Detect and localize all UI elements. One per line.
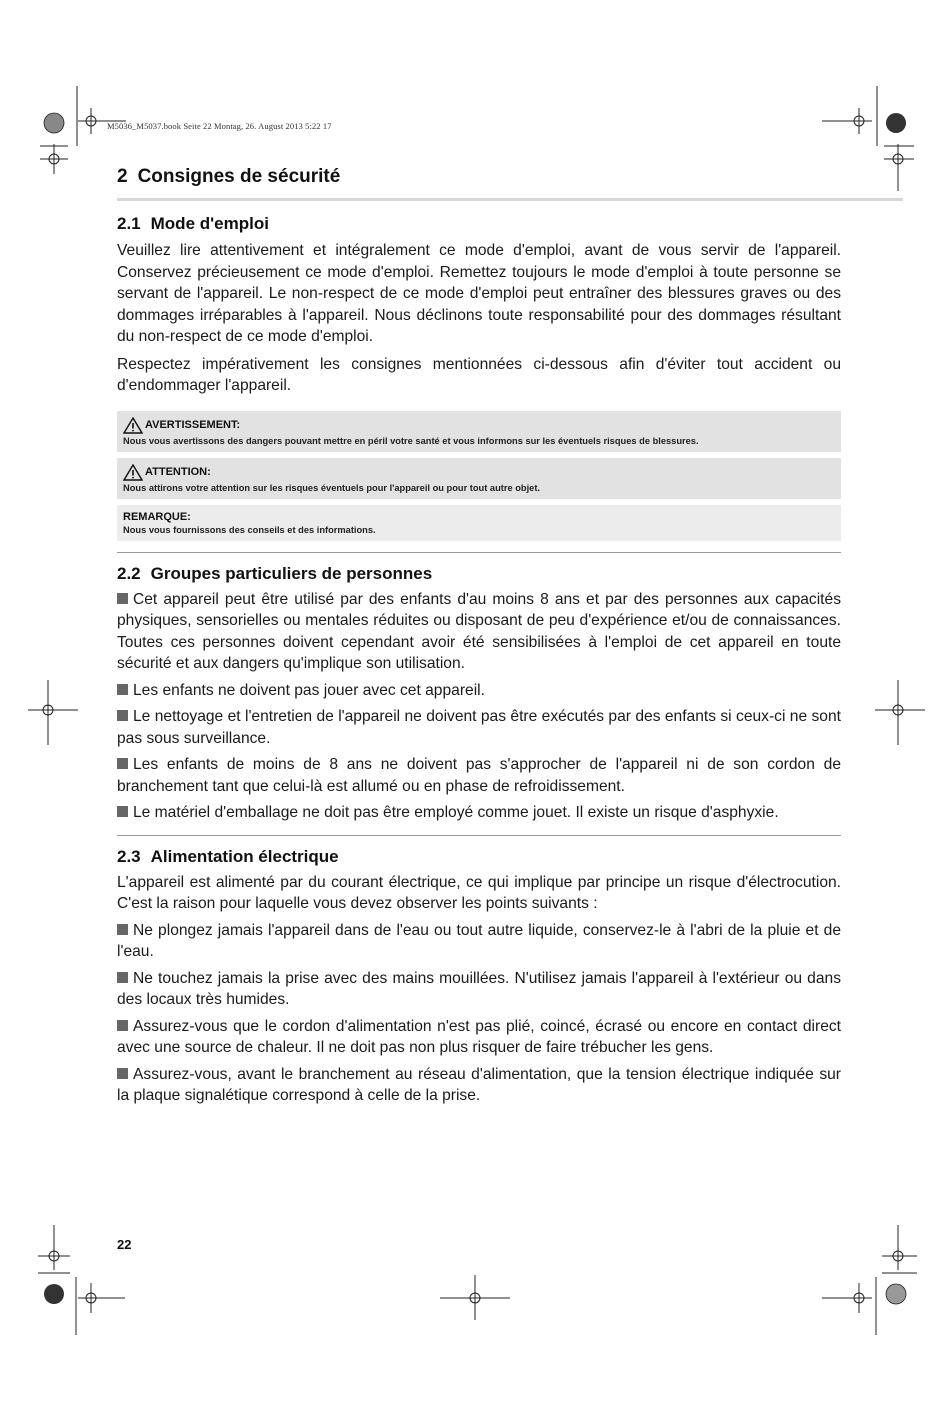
bullet-square-icon [117, 924, 128, 935]
notice-attention-title [123, 464, 835, 481]
warning-triangle-icon [123, 417, 143, 434]
list-item-text: Le nettoyage et l'entretien de l'appareil ne doivent pas être exécutés par des enfants si ceux-ci ne sont pas sous surveillance. [117, 708, 841, 747]
list-item-text: Les enfants ne doivent pas jouer avec cet appareil. [133, 681, 485, 699]
chapter-heading [117, 166, 903, 201]
section-divider [117, 835, 841, 836]
list-item [117, 680, 841, 702]
registration-mark-bottom-center-icon [440, 1275, 510, 1320]
list-item-text: Ne plongez jamais l'appareil dans de l'eau ou tout autre liquide, conservez-le à l'abri de la pluie et de l'eau. [117, 921, 841, 960]
list-item-text: Assurez-vous que le cordon d'alimentation n'est pas plié, coincé, écrasé ou encore en contact direct avec une source de chaleur. Il ne doit pas non plus risquer de faire trébucher les gens. [117, 1017, 841, 1056]
list-item [117, 1064, 841, 1107]
bullet-square-icon [117, 710, 128, 721]
bullet-square-icon [117, 806, 128, 817]
bullet-square-icon [117, 758, 128, 769]
registration-mark-left-middle-icon [28, 680, 83, 745]
chapter-title: Consignes de sécurité [137, 166, 341, 187]
section-heading-alimentation [117, 847, 841, 867]
bullet-square-icon [117, 593, 128, 604]
notice-title-text: AVERTISSEMENT: [145, 419, 241, 431]
list-item [117, 589, 841, 675]
paragraph-alimentation-intro: L'appareil est alimenté par du courant électrique, ce qui implique par principe un risque d'électrocution. C'est la raison pour laquelle vous devez observer les points suivants : [117, 873, 841, 912]
list-item-text: Cet appareil peut être utilisé par des enfants d'au moins 8 ans et par des personnes aux capacités physiques, sensorielles ou mentales réduites ou disposant de peu d'expérience et/ou de connaissances. Toutes ces personnes doivent cependant avoir été sensibilisées à l'emploi de cet appareil en toute sécurité et aux dangers qu'implique son utilisation. [117, 590, 841, 672]
notice-remark-title: REMARQUE: [123, 510, 191, 523]
bullet-square-icon [117, 1068, 128, 1079]
notice-warning-title [123, 417, 835, 434]
page-content [117, 166, 841, 1107]
chapter-number: 2 [117, 166, 128, 187]
section-number: 2.3 [117, 846, 141, 866]
notice-title-text: ATTENTION: [145, 466, 211, 478]
section-title: Mode d'emploi [150, 214, 269, 233]
section-heading-mode-emploi [117, 214, 841, 234]
section-number: 2.1 [117, 214, 141, 233]
registration-mark-bottom-left-icon [30, 1225, 130, 1340]
list-item [117, 754, 841, 797]
list-item-text: Les enfants de moins de 8 ans ne doivent pas s'approcher de l'appareil ni de son cordon de branchement tant que celui-là est allumé ou en phase de refroidissement. [117, 756, 841, 795]
bullet-square-icon [117, 972, 128, 983]
section-title: Groupes particuliers de personnes [150, 563, 433, 583]
section-number: 2.2 [117, 563, 141, 583]
notice-warning-body: Nous vous avertissons des dangers pouvant mettre en péril votre santé et vous informons sur les éventuels risques de blessures. [123, 435, 699, 446]
page-number: 22 [117, 1237, 132, 1252]
notice-attention [117, 458, 841, 499]
registration-mark-bottom-right-icon [822, 1225, 922, 1340]
list-item-text: Le matériel d'emballage ne doit pas être employé comme jouet. Il existe un risque d'asphyxie. [133, 804, 779, 821]
list-item [117, 706, 841, 749]
list-item-text: Assurez-vous, avant le branchement au réseau d'alimentation, que la tension électrique indiquée sur la plaque signalétique correspond à celle de la prise. [117, 1065, 841, 1104]
list-item [117, 1016, 841, 1059]
registration-mark-right-middle-icon [875, 680, 930, 745]
notice-warning [117, 411, 841, 452]
running-header: M5036_M5037.book Seite 22 Montag, 26. August 2013 5:22 17 [107, 121, 332, 131]
warning-triangle-icon [123, 464, 143, 481]
section-title: Alimentation électrique [150, 846, 339, 866]
bullet-square-icon [117, 1020, 128, 1031]
notice-remark-body: Nous vous fournissons des conseils et des informations. [123, 524, 376, 535]
section-heading-groupes [117, 564, 841, 584]
notice-attention-body: Nous attirons votre attention sur les risques éventuels pour l'appareil ou pour tout autre objet. [123, 482, 541, 493]
list-item [117, 968, 841, 1011]
notice-remark [117, 505, 841, 541]
bullet-square-icon [117, 684, 128, 695]
paragraph-mode-emploi: Veuillez lire attentivement et intégralement ce mode d'emploi, avant de vous servir de l'appareil. Conservez précieusement ce mode d'emploi. Remettez toujours le mode d'emploi à toute personne se servant de l'appareil. Le non-respect de ce mode d'emploi peut entraîner des blessures graves ou des dommages irréparables à l'appareil. Nous déclinons toute responsabilité pour des dommages résultant du non-respect de ce mode d'emploi. [117, 242, 841, 345]
list-item [117, 920, 841, 963]
paragraph-respect-consignes: Respectez impérativement les consignes mentionnées ci-dessous afin d'éviter tout accident ou d'endommager l'appareil. [117, 355, 841, 394]
list-item-text: Ne touchez jamais la prise avec des mains mouillées. N'utilisez jamais l'appareil à l'extérieur ou dans des locaux très humides. [117, 969, 841, 1008]
section-divider [117, 552, 841, 553]
list-item [117, 802, 841, 824]
